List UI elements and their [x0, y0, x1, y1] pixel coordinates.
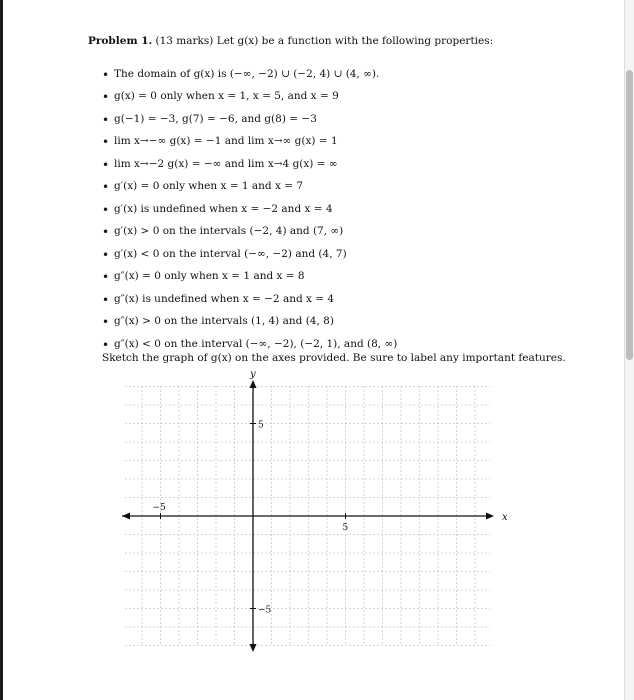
property-item: • g′(x) is undefined when x = −2 and x = 4	[102, 204, 333, 215]
property-item: • g″(x) > 0 on the intervals (1, 4) and (4, 8)	[102, 316, 334, 327]
y-tick-label-pos: 5	[258, 420, 264, 431]
instruction-text: Sketch the graph of g(x) on the axes provided. Be sure to label any important features.	[102, 352, 566, 364]
x-tick-label-neg: −5	[152, 503, 166, 513]
x-tick-label-pos: 5	[342, 523, 349, 533]
property-item: • g′(x) < 0 on the interval (−∞, −2) and (4, 7)	[102, 249, 347, 260]
y-axis-label: y	[250, 369, 256, 380]
y-axis-arrow-down	[250, 644, 257, 652]
y-axis-arrow-up	[250, 380, 257, 388]
property-item: • g′(x) > 0 on the intervals (−2, 4) and (7, ∞)	[102, 226, 343, 237]
x-axis-label: x	[502, 512, 508, 523]
property-item: • g″(x) is undefined when x = −2 and x = 4	[102, 294, 334, 305]
property-item: • g″(x) < 0 on the interval (−∞, −2), (−2, 1), and (8, ∞)	[102, 339, 397, 350]
y-tick-label-neg: −5	[258, 605, 272, 616]
property-item: • g(−1) = −3, g(7) = −6, and g(8) = −3	[102, 114, 317, 125]
problem-intro: (13 marks) Let g(x) be a function with the following properties:	[155, 35, 494, 47]
x-axis-arrow-left	[122, 513, 130, 520]
property-item: • The domain of g(x) is (−∞, −2) ∪ (−2, 4) ∪ (4, ∞).	[102, 69, 379, 80]
problem-number: Problem 1.	[88, 35, 153, 47]
property-item: • g′(x) = 0 only when x = 1 and x = 7	[102, 181, 303, 192]
property-item: • g(x) = 0 only when x = 1, x = 5, and x = 9	[102, 91, 339, 102]
property-item: • g″(x) = 0 only when x = 1 and x = 8	[102, 271, 305, 282]
x-axis-arrow-right	[486, 513, 494, 520]
property-item: • lim x→−∞ g(x) = −1 and lim x→∞ g(x) = 1	[102, 136, 338, 147]
property-item: • lim x→−2 g(x) = −∞ and lim x→4 g(x) = ∞	[102, 159, 338, 170]
